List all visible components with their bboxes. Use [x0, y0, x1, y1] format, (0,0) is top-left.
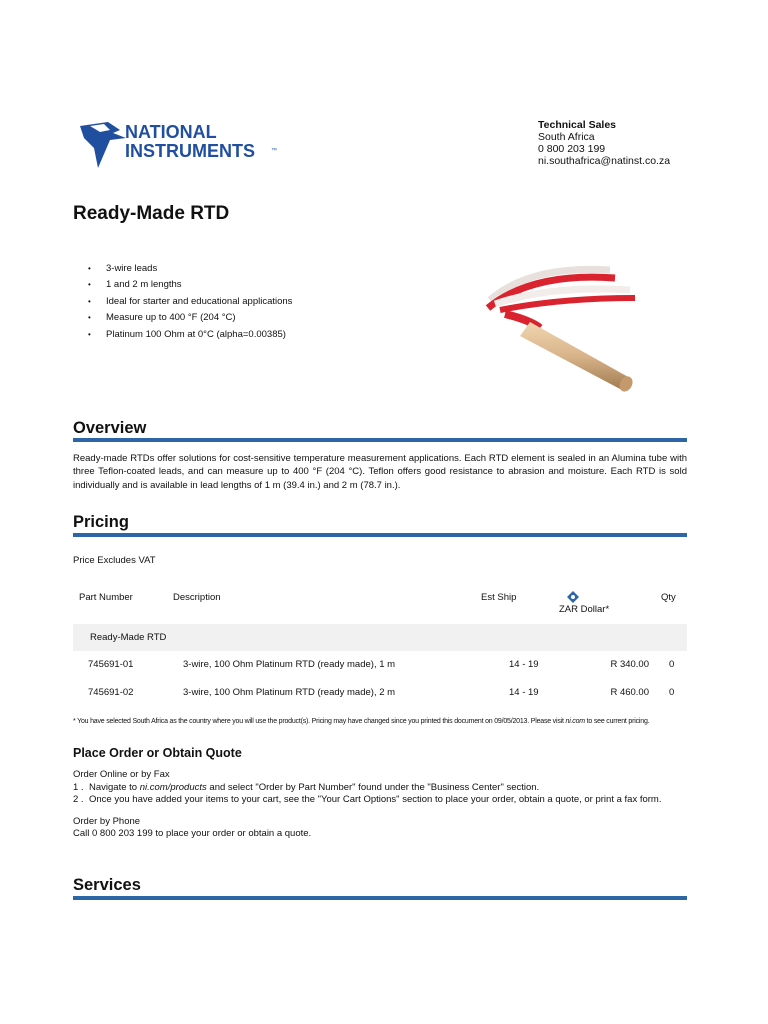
overview-title: Overview: [73, 419, 147, 437]
pricing-table-header: [73, 592, 687, 622]
qty-field[interactable]: 0: [669, 659, 675, 670]
pricing-title: Pricing: [73, 513, 129, 531]
feature-item: • Ideal for starter and educational applications: [88, 296, 292, 312]
ni-eagle-icon: [80, 118, 280, 170]
part-description: 3-wire, 100 Ohm Platinum RTD (ready made), 2 m: [183, 687, 396, 698]
contact-title: Technical Sales: [538, 119, 617, 131]
section-divider: [73, 896, 687, 900]
header-est-ship: Est Ship: [481, 592, 517, 603]
table-row: [73, 687, 687, 707]
order-title: Place Order or Obtain Quote: [73, 746, 242, 760]
vat-note: Price Excludes VAT: [73, 555, 156, 566]
order-step-2: 2 . Once you have added your items to your cart, see the "Your Cart Options" section to place your order, obtain a quote, or print a fax form.: [73, 794, 662, 805]
feature-item: • 1 and 2 m lengths: [88, 279, 292, 295]
page-title: Ready-Made RTD: [73, 203, 230, 224]
header-currency: ZAR Dollar*: [559, 604, 610, 615]
order-instructions: [73, 769, 687, 841]
services-title: Services: [73, 876, 141, 894]
contact-email[interactable]: ni.southafrica@natinst.co.za: [538, 155, 671, 167]
product-group-row: [73, 624, 687, 651]
overview-text: Ready-made RTDs offer solutions for cost-sensitive temperature measurement applications. Each RTD element is sealed in an Alumina tube with three Teflon-coated leads, and can measure up to 400 °F (204 °C). Teflon offers good resistance to abrasion and moisture. Each RTD is sold individually and is available in lead lengths of 1 m (39.4 in.) and 2 m (78.7 in.).: [73, 453, 687, 491]
part-number: 745691-01: [88, 659, 134, 670]
product-image: [470, 260, 650, 395]
ni-link[interactable]: ni.com: [565, 718, 585, 725]
contact-country: South Africa: [538, 131, 595, 143]
est-ship: 14 - 19: [509, 659, 539, 670]
feature-item: • Measure up to 400 °F (204 °C): [88, 312, 292, 328]
price: R 460.00: [610, 687, 649, 698]
group-label: Ready-Made RTD: [90, 632, 167, 643]
feature-list: [88, 263, 292, 345]
order-phone-label: Order by Phone: [73, 815, 141, 827]
svg-text:™: ™: [271, 148, 277, 154]
contact-block: [538, 119, 670, 167]
section-divider: [73, 438, 687, 442]
svg-text:NATIONAL: NATIONAL: [125, 122, 217, 142]
header-qty: Qty: [661, 592, 676, 603]
section-divider: [73, 533, 687, 537]
feature-item: • Platinum 100 Ohm at 0°C (alpha=0.00385): [88, 329, 292, 345]
part-number: 745691-02: [88, 687, 134, 698]
table-row: [73, 659, 687, 679]
qty-field[interactable]: 0: [669, 687, 675, 698]
order-phone-text: Call 0 800 203 199 to place your order or obtain a quote.: [73, 828, 312, 839]
svg-text:INSTRUMENTS: INSTRUMENTS: [125, 141, 255, 161]
products-link[interactable]: ni.com/products: [139, 781, 207, 793]
part-description: 3-wire, 100 Ohm Platinum RTD (ready made), 1 m: [183, 659, 396, 670]
contact-phone: 0 800 203 199: [538, 143, 606, 155]
order-step-1: 1 . Navigate to ni.com/products and select "Order by Part Number" found under the "Business Center" section.: [73, 781, 540, 793]
feature-item: • 3-wire leads: [88, 263, 292, 279]
order-online-label: Order Online or by Fax: [73, 769, 170, 780]
header-description: Description: [173, 592, 221, 603]
price: R 340.00: [610, 659, 649, 670]
pricing-footnote: * You have selected South Africa as the country where you will use the product(s). Pricing may have changed since you printed this document on 09/05/2013. Please visit ni.com to see current pricing.: [73, 718, 650, 725]
est-ship: 14 - 19: [509, 687, 539, 698]
header-part-number: Part Number: [79, 592, 133, 603]
national-instruments-logo: [80, 118, 280, 170]
